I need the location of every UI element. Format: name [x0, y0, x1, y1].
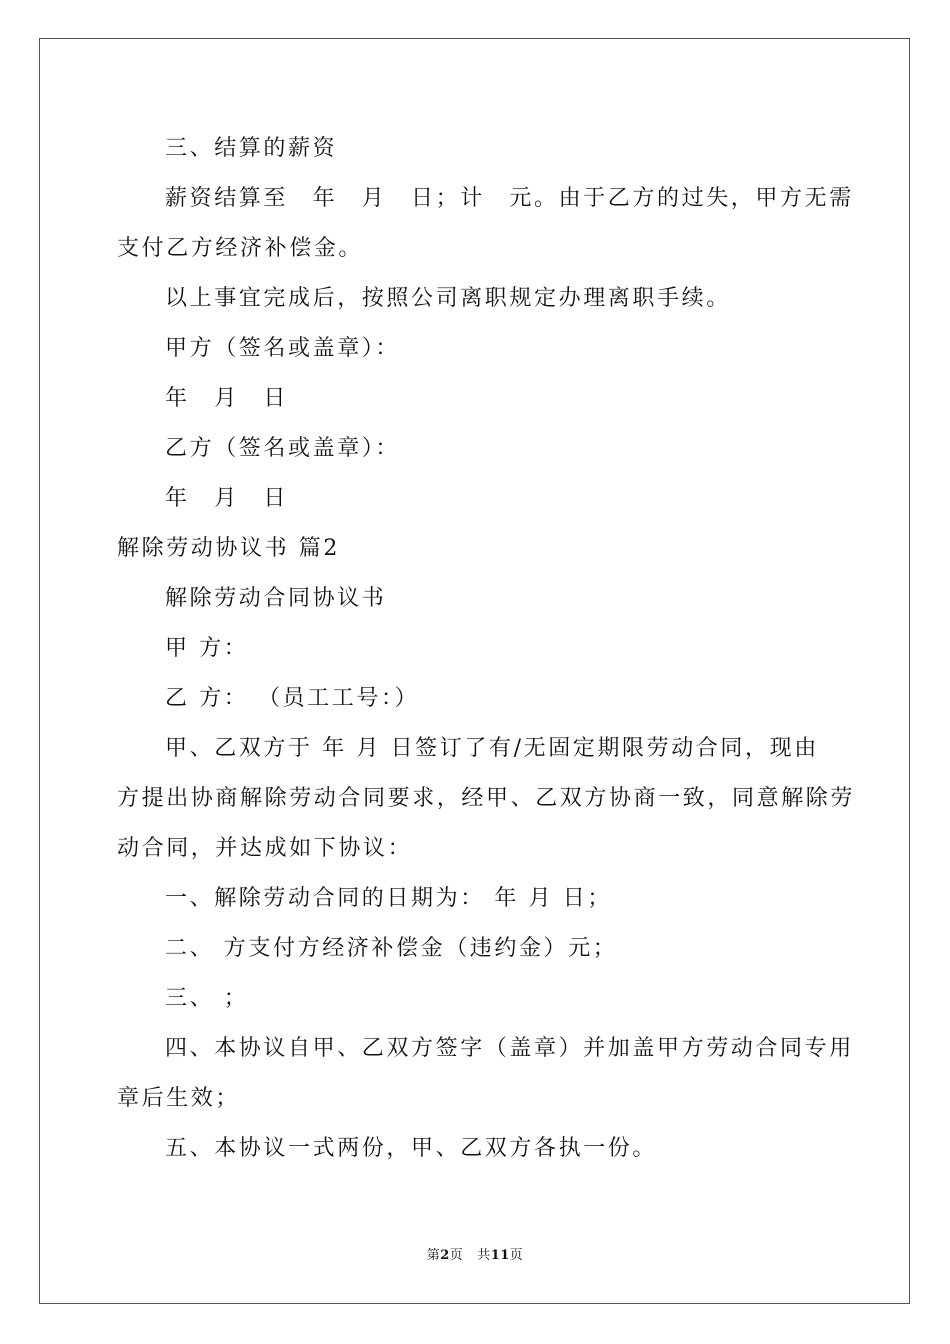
paragraph-line: 支付乙方经济补偿金。 — [117, 236, 364, 261]
clause-item: 二、 方支付方经济补偿金（违约金）元； — [165, 936, 618, 961]
clause-item: 五、本协议一式两份，甲、乙双方各执一份。 — [165, 1136, 658, 1161]
clause-item: 四、本协议自甲、乙双方签字（盖章）并加盖甲方劳动合同专用 — [165, 1036, 854, 1061]
clause-item: 三、 ； — [165, 986, 249, 1011]
document-title: 解除劳动合同协议书 — [165, 586, 387, 611]
party-a-signature-label: 甲方（签名或盖章）： — [165, 336, 401, 361]
party-b-line: 乙 方： （员工工号：） — [165, 686, 420, 711]
section-heading-settlement: 三、结算的薪资 — [165, 136, 338, 161]
date-line: 年 月 日 — [165, 486, 289, 511]
party-a-line: 甲 方： — [165, 636, 249, 661]
total-label-prefix: 共 — [477, 1248, 491, 1263]
paragraph-line: 甲、乙双方于 年 月 日签订了有/无固定期限劳动合同，现由 — [165, 736, 819, 761]
date-line: 年 月 日 — [165, 386, 289, 411]
paragraph-line: 动合同，并达成如下协议： — [117, 836, 413, 861]
total-pages: 11 — [490, 1248, 510, 1263]
paragraph-line: 方提出协商解除劳动合同要求，经甲、乙双方协商一致，同意解除劳 — [117, 786, 856, 811]
party-b-signature-label: 乙方（签名或盖章）： — [165, 436, 401, 461]
paragraph-line: 薪资结算至 年 月 日；计 元。由于乙方的过失，甲方无需 — [165, 186, 854, 211]
paragraph-line: 以上事宜完成后，按照公司离职规定办理离职手续。 — [165, 286, 731, 311]
article-heading: 解除劳动协议书 篇2 — [117, 536, 340, 561]
clause-item: 一、解除劳动合同的日期为： 年 月 日； — [165, 886, 612, 911]
total-label-suffix: 页 — [509, 1248, 524, 1263]
page-label-suffix: 页 — [449, 1248, 464, 1263]
page-label-prefix: 第 — [426, 1248, 441, 1263]
page-footer — [0, 1247, 950, 1265]
page-frame — [39, 38, 910, 1304]
clause-item-continuation: 章后生效； — [117, 1086, 241, 1111]
page-number: 2 — [440, 1248, 450, 1263]
